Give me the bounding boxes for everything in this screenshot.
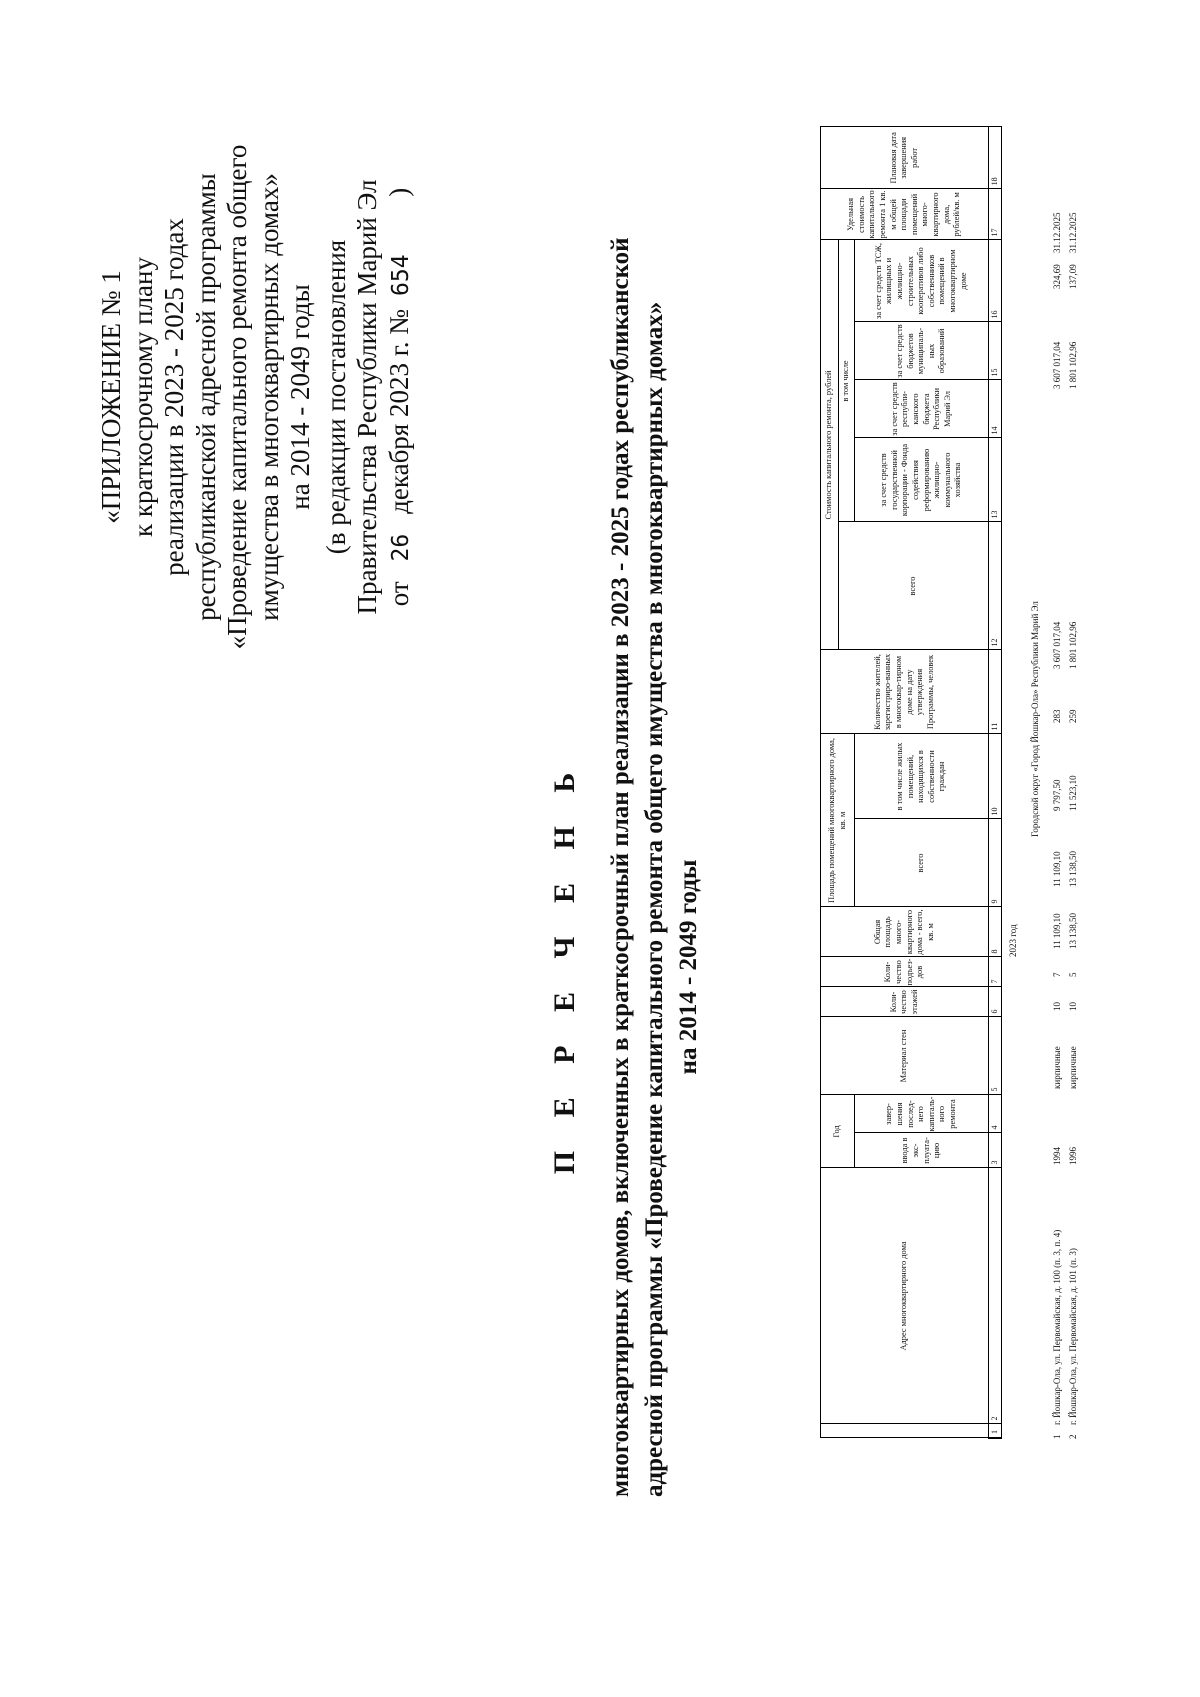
header-cost-republic: за счет средств республи-канского бюджета Республики Марий Эл — [855, 380, 989, 438]
row-entrances: 7 — [1052, 972, 1062, 977]
row-cost-total: 1 801 102,96 — [1068, 621, 1078, 669]
appendix-header — [96, 137, 417, 657]
header-premises-citizens: в том числе жилых помещений, находящихся в собственности граждан — [855, 734, 989, 819]
table-row — [1052, 212, 1066, 1439]
date-close: ) — [383, 187, 414, 197]
row-premises-total: 11 109,10 — [1052, 851, 1062, 887]
header-cost-total: всего — [839, 522, 989, 650]
header-floors: Коли-чество этажей — [821, 987, 989, 1017]
appendix-line: республиканской адресной программы — [190, 173, 221, 621]
header-year-last-repair: завер-шения послед-него капиталь-ного ремонта — [855, 1095, 989, 1133]
appendix-date-line — [384, 137, 418, 657]
appendix-line: «ПРИЛОЖЕНИЕ № 1 — [96, 270, 126, 524]
column-number: 10 — [989, 734, 1002, 819]
row-planned-date: 31.12.2025 — [1052, 212, 1062, 253]
header-address: Адрес многоквартирного дома — [821, 1168, 989, 1424]
appendix-line: к краткосрочному плану — [127, 257, 158, 537]
row-cost-owners: 3 607 017,04 — [1052, 341, 1062, 389]
column-number: 18 — [989, 127, 1002, 189]
header-entrances: Коли-чество подъез-дов — [821, 957, 989, 987]
appendix-line: «Проведение капитального ремонта общего — [222, 144, 252, 650]
row-number: 2 — [1068, 1434, 1078, 1439]
date-number: 654 — [387, 254, 414, 296]
column-number: 8 — [989, 907, 1002, 957]
column-number: 6 — [989, 987, 1002, 1017]
header-cost-fund: за счет средств государственной корпорации - Фонда содействия реформированию жилищно-коммунального хозяйства — [855, 438, 989, 522]
title-line: на 2014 - 2049 годы — [675, 859, 702, 1075]
row-address: г. Йошкар-Ола, ул. Первомайская, д. 101 (п. 3) — [1068, 1248, 1078, 1425]
column-numbers-row — [989, 127, 1002, 1438]
row-residents: 259 — [1068, 709, 1078, 723]
appendix-line: имущества в многоквартирных домах» — [253, 173, 284, 621]
header-premises-total: всего — [855, 819, 989, 907]
row-floors: 10 — [1068, 1002, 1078, 1011]
appendix-line: Правительства Республики Марий Эл — [352, 179, 382, 615]
header-cost-incl: в том числе — [839, 240, 855, 522]
header-wall: Материал стен — [821, 1017, 989, 1095]
column-number: 2 — [989, 1168, 1002, 1424]
row-number: 1 — [1052, 1434, 1062, 1439]
date-rest: декабря 2023 г. № — [383, 308, 414, 514]
row-residents: 283 — [1052, 709, 1062, 723]
appendix-line: реализации в 2023 - 2025 годах — [159, 218, 189, 576]
row-premises-total: 13 138,50 — [1068, 851, 1078, 887]
row-premises-citizens: 11 523,10 — [1068, 775, 1078, 811]
row-planned-date: 31.12.2025 — [1068, 212, 1078, 253]
column-number: 3 — [989, 1133, 1002, 1168]
header-cost-owners: за счет средств ТСЖ, жилищных и жилищно-строительных кооперативов либо собственников помещений в многоквартирном доме — [855, 240, 989, 322]
header-year-commission: ввода в экс-плуата-цию — [855, 1133, 989, 1168]
row-entrances: 5 — [1068, 972, 1078, 977]
appendix-line: на 2014 - 2049 годы — [285, 284, 315, 510]
column-number: 14 — [989, 380, 1002, 438]
column-number: 7 — [989, 957, 1002, 987]
houses-table — [820, 126, 1002, 1439]
title-line: многоквартирных домов, включенных в краткосрочный план реализации в 2023 - 2025 годах республиканской — [607, 237, 634, 1497]
row-wall: кирпичные — [1068, 1046, 1078, 1089]
column-number: 9 — [989, 819, 1002, 907]
column-number: 16 — [989, 240, 1002, 322]
header-cost-municipal: за счет средств бюджетов муниципаль-ных образований — [855, 322, 989, 380]
column-number: 15 — [989, 322, 1002, 380]
header-total-area: Общая площадь много-квартирного дома - всего, кв. м — [821, 907, 989, 957]
row-total-area: 11 109,10 — [1052, 913, 1062, 949]
column-number: 4 — [989, 1095, 1002, 1133]
header-cost: Стоимость капитального ремонта, рублей — [821, 240, 839, 650]
row-premises-citizens: 9 797,50 — [1052, 779, 1062, 811]
column-number: 13 — [989, 438, 1002, 522]
row-cost-owners: 1 801 102,96 — [1068, 341, 1078, 389]
title-main: П Е Р Е Ч Е Н Ь — [548, 759, 581, 1175]
row-address: г. Йошкар-Ола, ул. Первомайская, д. 100 (п. 3, п. 4) — [1052, 1229, 1062, 1425]
header-year: Год — [821, 1095, 855, 1168]
header-planned-date: Плановая дата завершения работ — [821, 127, 989, 189]
header-premises-area: Площадь помещений многоквартирного дома, кв. м — [821, 734, 855, 907]
municipality-label: Городской округ «Город Йошкар-Ола» Республики Марий Эл — [1030, 601, 1040, 837]
row-year-commission: 1996 — [1068, 1147, 1078, 1165]
column-number: 11 — [989, 650, 1002, 734]
header-unit-cost: Удельная стоимость капитального ремонта 1 кв. м общей площади помещений много-квартирного дома, рублей/кв. м — [821, 189, 989, 240]
row-unit-cost: 324,69 — [1052, 264, 1062, 289]
row-cost-total: 3 607 017,04 — [1052, 621, 1062, 669]
appendix-line: (в редакции постановления — [320, 239, 351, 555]
row-unit-cost: 137,09 — [1068, 264, 1078, 289]
header-residents: Количество жителей, зарегистриро-ванных в многоквар-тирном доме на дату утверждения Программы, человек — [821, 650, 989, 734]
title-line: адресной программы «Проведение капитального ремонта общего имущества в многоквартирных домах» — [641, 301, 668, 1497]
date-prefix: от — [383, 581, 414, 607]
column-number: 17 — [989, 189, 1002, 240]
row-floors: 10 — [1052, 1002, 1062, 1011]
date-day: 26 — [387, 533, 414, 562]
year-label: 2023 год — [1008, 924, 1018, 957]
row-wall: кирпичные — [1052, 1046, 1062, 1089]
column-number: 12 — [989, 522, 1002, 650]
table-row — [1068, 212, 1082, 1439]
row-total-area: 13 138,50 — [1068, 913, 1078, 949]
document-title — [548, 237, 706, 1497]
column-number: 5 — [989, 1017, 1002, 1095]
column-number: 1 — [989, 1424, 1002, 1438]
row-year-commission: 1994 — [1052, 1147, 1062, 1165]
